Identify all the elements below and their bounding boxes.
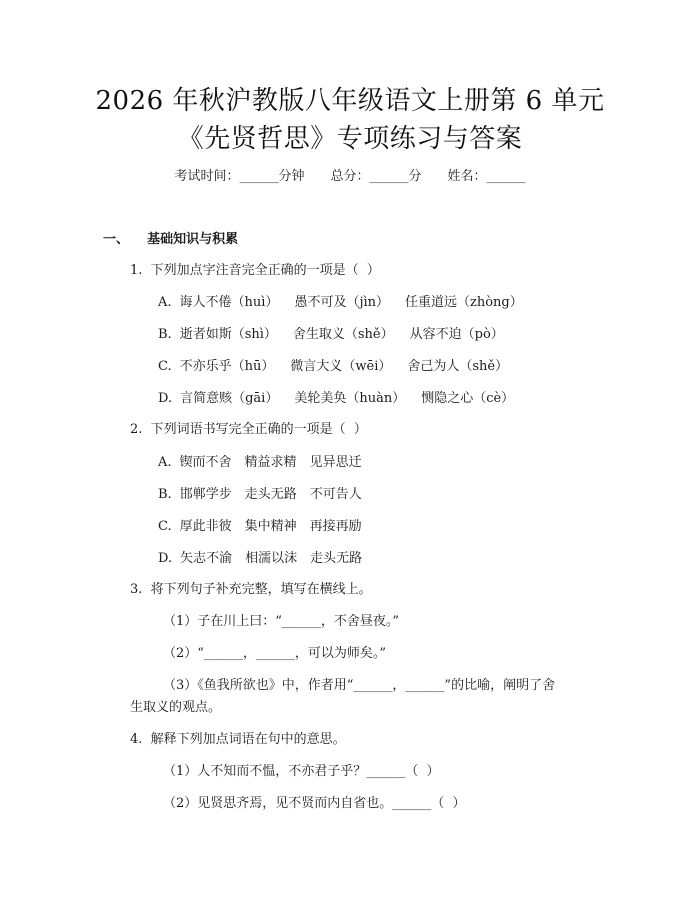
option-label: D. — [158, 551, 173, 566]
option-item: 厚此非彼 — [179, 519, 232, 534]
section-heading: 一、 基础知识与积累 — [103, 232, 239, 247]
option-label: C. — [158, 519, 172, 534]
exam-meta — [0, 167, 700, 187]
option-item: 微言大义（wēi） — [290, 359, 392, 374]
q3-sub-1: （1）子在川上曰：“______，不舍昼夜。” — [163, 614, 400, 629]
q2-option-a — [158, 453, 362, 473]
option-item: 任重道远（zhòng） — [405, 295, 523, 310]
option-label: D. — [158, 391, 173, 406]
option-item: 逝者如斯（shì） — [179, 327, 277, 342]
option-item: 不可告人 — [309, 487, 362, 502]
question-4-stem: 4. 解释下列加点词语在句中的意思。 — [130, 732, 346, 747]
q1-option-a — [158, 293, 523, 313]
option-item: 走头无路 — [310, 551, 363, 566]
option-item: 邯郸学步 — [179, 487, 232, 502]
option-item: 锲而不舍 — [179, 455, 232, 470]
q1-option-b — [158, 325, 504, 345]
option-item: 见异思迁 — [309, 455, 362, 470]
option-item: 愚不可及（jìn） — [294, 295, 389, 310]
q4-sub-2: （2）见贤思齐焉，见不贤而内自省也。______（ ） — [163, 796, 466, 811]
option-item: 集中精神 — [244, 519, 297, 534]
q3-sub-2: （2）“______，______，可以为师矣。” — [163, 646, 387, 661]
option-item: 言简意赅（gāi） — [180, 391, 279, 406]
option-item: 诲人不倦（huì） — [179, 295, 279, 310]
option-item: 恻隐之心（cè） — [421, 391, 515, 406]
option-label: C. — [158, 359, 172, 374]
option-label: A. — [158, 295, 172, 310]
q3-sub-3-continued: 生取义的观点。 — [130, 700, 222, 715]
title-line-1: 2026 年秋沪教版八年级语文上册第 6 单元 — [95, 86, 605, 116]
q1-option-d — [158, 389, 514, 409]
q4-sub-1: （1）人不知而不愠，不亦君子乎？______（ ） — [163, 764, 440, 779]
option-label: B. — [158, 327, 172, 342]
option-item: 矢志不渝 — [180, 551, 233, 566]
option-label: A. — [158, 455, 172, 470]
option-item: 从容不迫（pò） — [409, 327, 504, 342]
student-name: 姓名：______ — [447, 169, 526, 184]
title-line-2: 《先贤哲思》专项练习与答案 — [177, 124, 523, 154]
exam-time: 考试时间：______分钟 — [174, 169, 305, 184]
q2-option-c — [158, 517, 362, 537]
q3-sub-3: （3）《鱼我所欲也》中，作者用“______，______”的比喻，阐明了舍 — [163, 678, 556, 693]
option-item: 舍生取义（shě） — [292, 327, 394, 342]
option-item: 精益求精 — [244, 455, 297, 470]
q2-option-b — [158, 485, 362, 505]
option-item: 再接再励 — [309, 519, 362, 534]
question-3-stem: 3. 将下列句子补充完整，填写在横线上。 — [130, 582, 372, 597]
question-2-stem: 2. 下列词语书写完全正确的一项是（ ） — [130, 422, 367, 437]
q2-option-d — [158, 549, 362, 569]
option-item: 不亦乐乎（hū） — [179, 359, 275, 374]
option-item: 美轮美奂（huàn） — [294, 391, 406, 406]
total-score: 总分：______分 — [330, 169, 422, 184]
option-item: 舍己为人（shě） — [407, 359, 509, 374]
option-label: B. — [158, 487, 172, 502]
option-item: 相濡以沫 — [245, 551, 298, 566]
q1-option-c — [158, 357, 508, 377]
option-item: 走头无路 — [244, 487, 297, 502]
question-1-stem: 1. 下列加点字注音完全正确的一项是（ ） — [130, 263, 380, 278]
